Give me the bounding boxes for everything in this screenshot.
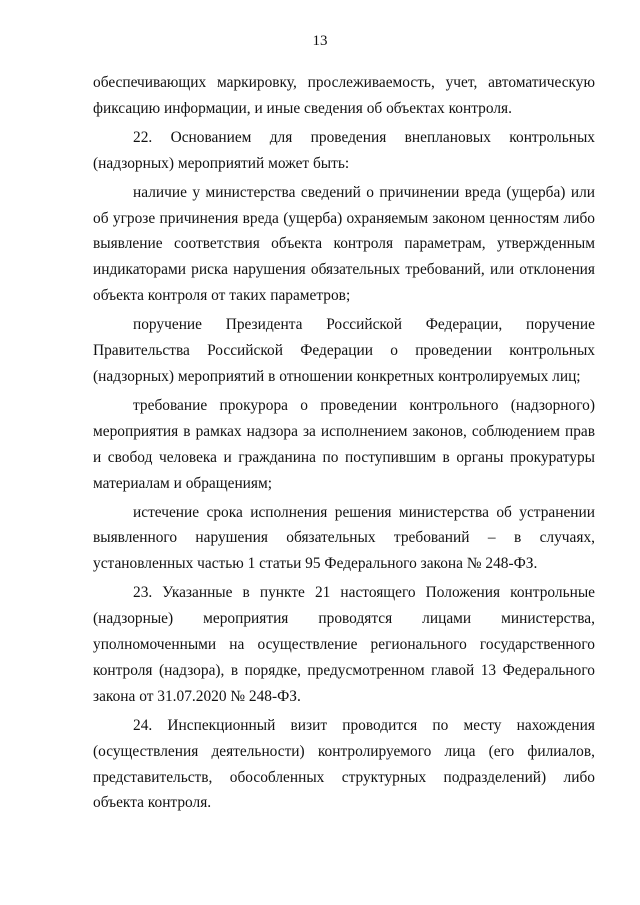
page-number: 13 <box>312 33 328 49</box>
paragraph-ground-harm: наличие у министерства сведений о причинении вреда (ущерба) или об угрозе причинения вреда (ущерба) охраняемым законом ценностям либо выявление соответствия объекта контроля параметрам, утвержденным индикаторами риска нарушения обязательных требований, или отклонения объекта контроля от таких параметров; <box>93 183 595 305</box>
paragraph-continuation: обеспечивающих маркировку, прослеживаемость, учет, автоматическую фиксацию информации, и иные сведения об объектах контроля. <box>93 74 595 117</box>
paragraph-ground-prosecutor: требование прокурора о проведении контрольного (надзорного) мероприятия в рамках надзора за исполнением законов, соблюдением прав и свобод человека и гражданина по поступившим в органы прокуратуры материалам и обращениям; <box>93 396 595 492</box>
paragraph-ground-deadline: истечение срока исполнения решения министерства об устранении выявленного нарушения обязательных требований – в случаях, установленных частью 1 статьи 95 Федерального закона № 248-ФЗ. <box>93 503 595 573</box>
paragraph-ground-order: поручение Президента Российской Федерации, поручение Правительства Российской Федерации о проведении контрольных (надзорных) мероприятий в отношении конкретных контролируемых лиц; <box>93 316 595 385</box>
paragraph-item-24: 24. Инспекционный визит проводится по месту нахождения (осуществления деятельности) контролируемого лица (его филиалов, представительств, обособленных структурных подразделений) либо объекта контроля. <box>93 716 595 812</box>
paragraph-item-23: 23. Указанные в пункте 21 настоящего Положения контрольные (надзорные) мероприятия проводятся лицами министерства, уполномоченными на осуществление регионального государственного контроля (надзора), в порядке, предусмотренном главой 13 Федерального закона от 31.07.2020 № 248-ФЗ. <box>93 584 595 705</box>
document-body <box>93 70 595 816</box>
paragraph-item-22: 22. Основанием для проведения внеплановых контрольных (надзорных) мероприятий может быть: <box>93 128 595 172</box>
